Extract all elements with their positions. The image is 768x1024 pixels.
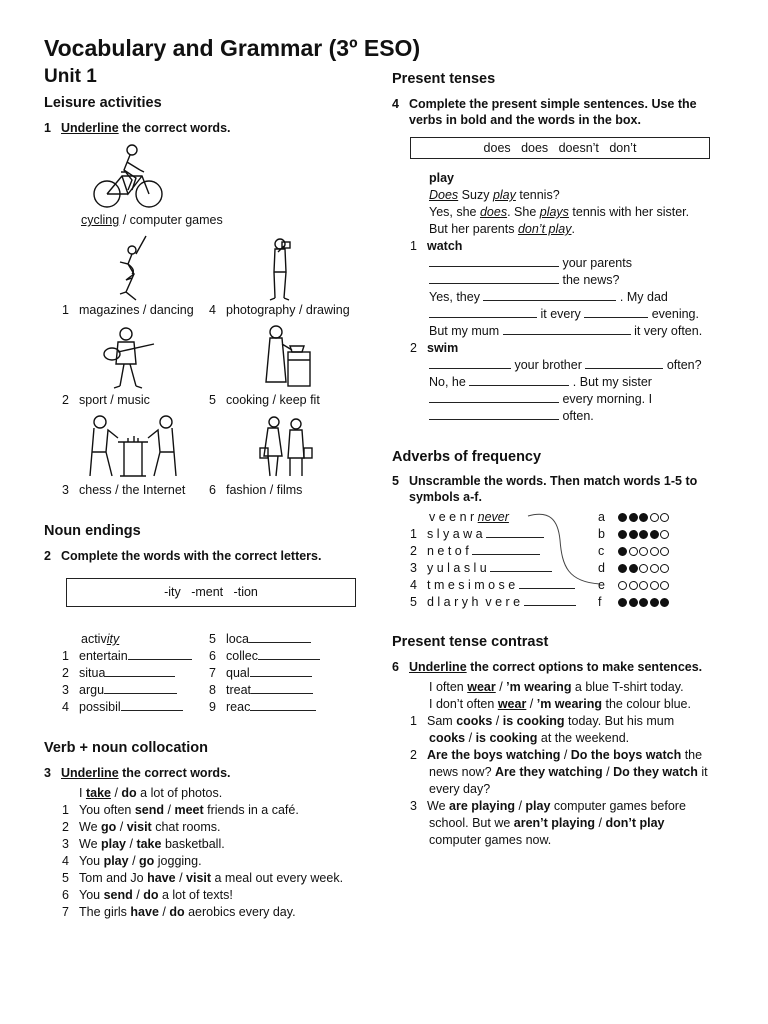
answer-blank[interactable]: [258, 648, 320, 660]
option-a[interactable]: Are they watching: [495, 765, 603, 779]
noun-endings-heading: Noun endings: [44, 523, 141, 539]
q2-line-4: often.: [410, 408, 702, 425]
answer-blank[interactable]: [469, 374, 569, 386]
cyclist-illustration: [92, 142, 164, 210]
contrast-item-3: 3 We are playing / play computer games before: [410, 799, 686, 813]
empty-dot-icon: [639, 547, 648, 556]
noun-item-3: 3 argu: [62, 682, 192, 699]
collocation-example: I take / do a lot of photos.: [79, 786, 223, 800]
filled-dot-icon: [639, 598, 648, 607]
noun-item-2: 2 situa: [62, 665, 192, 682]
option-b[interactable]: do: [169, 905, 185, 919]
present-example: [410, 170, 689, 238]
option-a[interactable]: aren’t playing: [513, 816, 596, 830]
contrast-list: [410, 679, 708, 849]
filled-dot-icon: [650, 598, 659, 607]
option-b[interactable]: visit: [126, 820, 152, 834]
noun-item-6: 6 collec: [209, 648, 320, 665]
cook-illustration: [262, 322, 312, 390]
contrast-item-2-cont: news now? Are they watching / Do they watch it: [429, 765, 708, 779]
noun-example: activity: [81, 632, 120, 646]
contrast-heading: Present tense contrast: [392, 634, 549, 650]
present-question-2: [410, 340, 702, 425]
frequency-symbol-d: [598, 560, 671, 577]
collocation-item-7: 7 The girls have / do aerobics every day.: [62, 905, 296, 919]
option-b[interactable]: don’t play: [605, 816, 665, 830]
leisure-item-6: 6 fashion / films: [209, 483, 303, 497]
empty-dot-icon: [660, 513, 669, 522]
option-b[interactable]: go: [139, 854, 155, 868]
option-b[interactable]: meet: [174, 803, 204, 817]
exercise-1-instruction: 1 Underline the correct words.: [44, 121, 231, 135]
scramble-item-4: 4 t m e s i m o s e: [410, 577, 576, 594]
scramble-item-3: 3 y u l a s l u: [410, 560, 576, 577]
empty-dot-icon: [629, 547, 638, 556]
guitarist-illustration: [96, 322, 158, 390]
collocation-item-3: 3 We play / take basketball.: [62, 837, 225, 851]
empty-dot-icon: [629, 581, 638, 590]
adverbs-heading: Adverbs of frequency: [392, 449, 542, 465]
contrast-item-1-cont: cooks / is cooking at the weekend.: [429, 731, 630, 745]
noun-item-9: 9 reac: [209, 699, 320, 716]
option-a[interactable]: have: [147, 871, 176, 885]
present-tenses-heading: Present tenses: [392, 71, 496, 87]
option-a[interactable]: have: [130, 905, 159, 919]
answer-blank[interactable]: [429, 357, 511, 369]
symbol-letter: e: [598, 578, 605, 592]
answer-blank[interactable]: [249, 631, 311, 643]
symbol-letter: d: [598, 561, 605, 575]
answer-blank[interactable]: [503, 323, 631, 335]
dancer-illustration: [106, 234, 154, 302]
exercise-6-instruction: 6 Underline the correct options to make sentences.: [392, 660, 703, 674]
exercise-4-instruction: 4 Complete the present simple sentences. Use the verbs in bold and the words in the box.: [392, 97, 697, 127]
collocation-heading: Verb + noun collocation: [44, 740, 208, 756]
symbol-letter: c: [598, 544, 605, 558]
noun-item-5: 5 loca: [209, 631, 320, 648]
frequency-symbol-f: [598, 594, 671, 611]
q1-verb-row: 1 watch: [410, 239, 463, 253]
leisure-item-1: 1 magazines / dancing: [62, 303, 194, 317]
contrast-example-2: I don’t often wear / ’m wearing the colour blue.: [429, 697, 691, 711]
option-b[interactable]: is cooking: [502, 714, 565, 728]
answer-blank[interactable]: [585, 357, 663, 369]
empty-dot-icon: [660, 547, 669, 556]
frequency-symbol-c: [598, 543, 671, 560]
empty-dot-icon: [660, 564, 669, 573]
answer-blank[interactable]: [483, 289, 616, 301]
option-a[interactable]: send: [103, 888, 133, 902]
filled-dot-icon: [618, 530, 627, 539]
option-b[interactable]: play: [525, 799, 551, 813]
filled-dot-icon: [629, 598, 638, 607]
filled-dot-icon: [639, 513, 648, 522]
scramble-item-1: 1 s l y a w a: [410, 526, 576, 543]
exercise-5-instruction: 5 Unscramble the words. Then match words 1-5 to symbols a-f.: [392, 474, 698, 504]
noun-item-1: 1 entertain: [62, 648, 192, 665]
option-a[interactable]: cooks: [456, 714, 493, 728]
suffix-box: -ity -ment -tion: [66, 578, 356, 607]
option-b[interactable]: is cooking: [475, 731, 538, 745]
contrast-item-2: 2 Are the boys watching / Do the boys watch the: [410, 748, 703, 762]
collocation-list: [62, 785, 343, 921]
filled-dot-icon: [629, 530, 638, 539]
option-b[interactable]: take: [136, 837, 162, 851]
answer-blank[interactable]: [429, 408, 559, 420]
answer-blank[interactable]: [429, 306, 537, 318]
answer-blank[interactable]: [251, 682, 313, 694]
option-a[interactable]: play: [101, 837, 127, 851]
auxiliary-box: does does doesn’t don’t: [410, 137, 710, 159]
noun-item-8: 8 treat: [209, 682, 320, 699]
filled-dot-icon: [660, 598, 669, 607]
answer-blank[interactable]: [104, 682, 177, 694]
q2-line-2: No, he . But my sister: [429, 375, 652, 389]
frequency-symbol-a: [598, 509, 671, 526]
collocation-item-2: 2 We go / visit chat rooms.: [62, 820, 221, 834]
empty-dot-icon: [650, 581, 659, 590]
option-a[interactable]: are playing: [449, 799, 515, 813]
example-line-1: Does Suzy play tennis?: [429, 188, 560, 202]
empty-dot-icon: [650, 564, 659, 573]
leisure-item-4: 4 photography / drawing: [209, 303, 350, 317]
answer-blank[interactable]: [584, 306, 648, 318]
contrast-item-1: 1 Sam cooks / is cooking today. But his mum: [410, 714, 675, 728]
noun-item-7: 7 qual: [209, 665, 320, 682]
frequency-symbol-b: [598, 526, 671, 543]
answer-blank[interactable]: [105, 665, 175, 677]
contrast-item-2-end: every day?: [429, 782, 491, 796]
example-line-3: But her parents don’t play.: [429, 222, 575, 236]
q1-line-5: But my mum it very often.: [429, 324, 703, 338]
filled-dot-icon: [618, 547, 627, 556]
exercise-2-instruction: 2 Complete the words with the correct letters.: [44, 549, 322, 563]
empty-dot-icon: [639, 581, 648, 590]
unit-title: Unit 1: [44, 66, 97, 87]
option-b[interactable]: Do the boys watch: [570, 748, 682, 762]
example-match-line: [520, 510, 610, 588]
q1-line-1: your parents: [410, 255, 702, 272]
q2-verb-row: 2 swim: [410, 341, 459, 355]
filled-dot-icon: [629, 564, 638, 573]
empty-dot-icon: [618, 581, 627, 590]
symbol-letter: a: [598, 510, 605, 524]
q2-line-3: every morning. I: [410, 391, 702, 408]
option-a[interactable]: send: [134, 803, 165, 817]
q1-line-2: the news?: [410, 272, 702, 289]
shoppers-illustration: [258, 412, 314, 480]
collocation-item-4: 4 You play / go jogging.: [62, 854, 202, 868]
filled-dot-icon: [618, 513, 627, 522]
scramble-item-5: 5 d l a r y h v e r e: [410, 594, 576, 611]
noun-col-1: [62, 648, 192, 716]
frequency-symbol-e: [598, 577, 671, 594]
noun-item-4: 4 possibil: [62, 699, 192, 716]
scramble-example: v e e n r never: [429, 510, 509, 524]
photographer-illustration: [264, 236, 296, 302]
option-b[interactable]: Do they watch: [613, 765, 698, 779]
answer-blank[interactable]: [429, 391, 559, 403]
contrast-item-3-end: computer games now.: [429, 833, 552, 847]
leisure-heading: Leisure activities: [44, 95, 162, 111]
example-cycling: cycling / computer games: [81, 213, 223, 227]
option-a[interactable]: play: [103, 854, 129, 868]
filled-dot-icon: [650, 530, 659, 539]
filled-dot-icon: [618, 564, 627, 573]
answer-blank[interactable]: [250, 699, 316, 711]
option-b[interactable]: visit: [186, 871, 212, 885]
empty-dot-icon: [650, 547, 659, 556]
symbol-letter: f: [598, 595, 602, 609]
option-a[interactable]: cooks: [429, 731, 466, 745]
filled-dot-icon: [618, 598, 627, 607]
example-line-2: Yes, she does. She plays tennis with her sister.: [429, 205, 690, 219]
page-title: Vocabulary and Grammar (3º ESO): [44, 35, 421, 61]
noun-col-2: [209, 631, 320, 716]
answer-blank[interactable]: [429, 272, 559, 284]
q1-line-3: Yes, they . My dad: [429, 290, 668, 304]
answer-blank[interactable]: [429, 255, 559, 267]
present-question-1: [410, 238, 702, 340]
example-verb: play: [429, 171, 455, 185]
empty-dot-icon: [650, 513, 659, 522]
answer-blank[interactable]: [121, 699, 183, 711]
leisure-item-2: 2 sport / music: [62, 393, 150, 407]
empty-dot-icon: [639, 564, 648, 573]
leisure-item-5: 5 cooking / keep fit: [209, 393, 320, 407]
collocation-item-6: 6 You send / do a lot of texts!: [62, 888, 233, 902]
option-a[interactable]: Are the boys watching: [427, 748, 561, 762]
exercise-3-instruction: 3 Underline the correct words.: [44, 766, 231, 780]
leisure-item-3: 3 chess / the Internet: [62, 483, 186, 497]
answer-blank[interactable]: [128, 648, 192, 660]
contrast-item-3-cont: school. But we aren’t playing / don’t play: [429, 816, 665, 830]
q1-line-4: it every evening.: [410, 306, 702, 323]
filled-dot-icon: [639, 530, 648, 539]
frequency-symbols: [598, 509, 671, 611]
answer-blank[interactable]: [250, 665, 312, 677]
answer-blank[interactable]: [524, 594, 576, 606]
option-a[interactable]: go: [101, 820, 117, 834]
scramble-item-2: 2 n e t o f: [410, 543, 576, 560]
collocation-item-1: 1 You often send / meet friends in a café.: [62, 803, 299, 817]
symbol-letter: b: [598, 527, 605, 541]
q2-line-1: your brother often?: [410, 357, 702, 374]
empty-dot-icon: [660, 530, 669, 539]
contrast-example-1: I often wear / ’m wearing a blue T-shirt today.: [429, 680, 684, 694]
empty-dot-icon: [660, 581, 669, 590]
filled-dot-icon: [629, 513, 638, 522]
chess-players-illustration: [84, 412, 184, 480]
option-b[interactable]: do: [143, 888, 159, 902]
collocation-item-5: 5 Tom and Jo have / visit a meal out every week.: [62, 871, 344, 885]
